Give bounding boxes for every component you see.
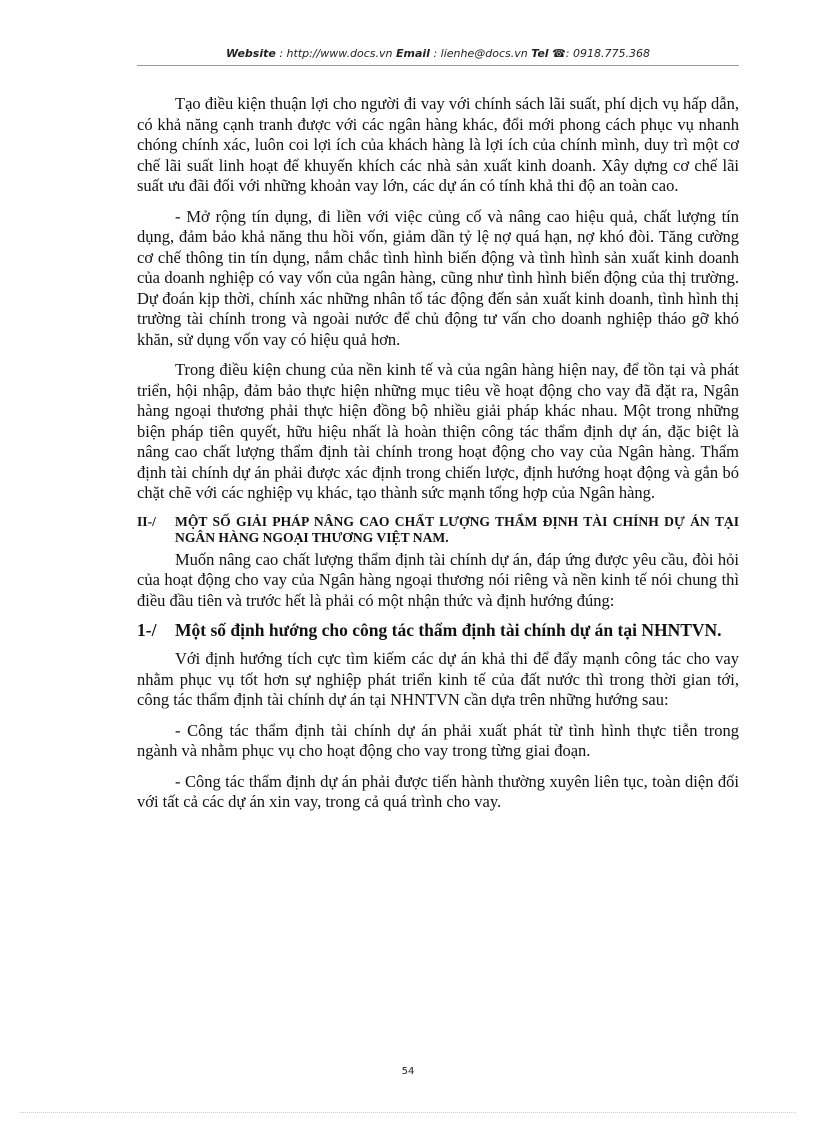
page-header xyxy=(137,47,739,60)
email-value[interactable]: : lienhe@docs.vn xyxy=(433,47,528,60)
paragraph: - Mở rộng tín dụng, đi liền với việc củng cố và nâng cao hiệu quả, chất lượng tín dụng, đảm bảo khả năng thu hồi vốn, giảm dần tỷ lệ nợ quá hạn, nợ khó đòi. Tăng cường cơ chế thông tin tín dụng, nắm chắc tình hình biến động và tình hình sản xuất kinh doanh của doanh nghiệp có vay vốn của ngân hàng, cũng như tình hình biến động của thị trường. Dự đoán kịp thời, chính xác những nhân tố tác động đến sản xuất kinh doanh, tình hình thị trường tài chính trong và ngoài nước để chủ động tư vấn cho doanh nghiệp tháo gỡ khó khăn, sử dụng vốn vay có hiệu quả hơn. xyxy=(137,206,739,349)
tel-value: ☎: 0918.775.368 xyxy=(552,47,650,60)
tel-label: Tel xyxy=(531,47,549,60)
email-label: Email xyxy=(396,47,430,60)
subsection-heading xyxy=(137,621,739,639)
section-heading xyxy=(137,514,739,546)
paragraph: - Công tác thẩm định tài chính dự án phải xuất phát từ tình hình thực tiễn trong ngành và nhằm phục vụ cho hoạt động cho vay trong từng giai đoạn. xyxy=(137,720,739,760)
section-intro: Muốn nâng cao chất lượng thẩm định tài chính dự án, đáp ứng được yêu cầu, đòi hỏi của hoạt động cho vay của Ngân hàng ngoại thương nói riêng và nền kinh tế nói chung thì điều đầu tiên và trước hết là phải có một nhận thức và định hướng đúng: xyxy=(137,549,739,610)
section-title: MỘT SỐ GIẢI PHÁP NÂNG CAO CHẤT LƯỢNG THẨM ĐỊNH TÀI CHÍNH DỰ ÁN TẠI NGÂN HÀNG NGOẠI THƯƠNG VIỆT NAM. xyxy=(175,513,739,545)
paragraph: Với định hướng tích cực tìm kiếm các dự án khả thi để đẩy mạnh công tác cho vay nhằm phục vụ tốt hơn sự nghiệp phát triển kinh tế của đất nước thì trong thời gian tới, công tác thẩm định tài chính dự án tại NHNTVN cần dựa trên những hướng sau: xyxy=(137,649,739,709)
paragraph: - Công tác thẩm định dự án phải được tiến hành thường xuyên liên tục, toàn diện đối với tất cả các dự án xin vay, trong cả quá trình cho vay. xyxy=(137,771,739,811)
website-url[interactable]: : http://www.docs.vn xyxy=(279,47,393,60)
page-number: 54 xyxy=(401,1066,415,1077)
subsection-number: 1-/ xyxy=(137,620,157,640)
subsection-title: Một số định hướng cho công tác thẩm định tài chính dự án tại NHNTVN. xyxy=(175,620,722,640)
header-divider xyxy=(137,65,739,66)
section-number: II-/ xyxy=(137,513,156,529)
paragraph: Trong điều kiện chung của nền kinh tế và của ngân hàng hiện nay, để tồn tại và phát triển, hội nhập, đảm bảo thực hiện những mục tiêu về hoạt động cho vay đã đặt ra, Ngân hàng ngoại thương phải thực hiện đồng bộ nhiều giải pháp khác nhau. Một trong những biện pháp tiên quyết, hữu hiệu nhất là hoàn thiện công tác thẩm định dự án, đặc biệt là nâng cao chất lượng thẩm định tài chính trong hoạt động cho vay của Ngân hàng. Thẩm định tài chính dự án phải được xác định trong chiến lược, định hướng hoạt động và gắn bó chặt chẽ với các nghiệp vụ khác, tạo thành sức mạnh tổng hợp của Ngân hàng. xyxy=(137,360,739,502)
website-label: Website xyxy=(226,47,276,60)
page-body xyxy=(137,94,739,823)
paragraph: Tạo điều kiện thuận lợi cho người đi vay với chính sách lãi suất, phí dịch vụ hấp dẫn, có khả năng cạnh tranh được với các ngân hàng khác, đổi mới phong cách phục vụ nhanh chóng chính xác, luôn coi lợi ích của khách hàng là lợi ích của chính mình, duy trì một cơ chế lãi suất linh hoạt để khuyến khích các nhà sản xuất kinh doanh. Xây dựng cơ chế lãi suất ưu đãi đối với những khoản vay lớn, các dự án có tính khả thi độ an toàn cao. xyxy=(137,94,739,195)
page-bottom-divider xyxy=(20,1112,796,1113)
